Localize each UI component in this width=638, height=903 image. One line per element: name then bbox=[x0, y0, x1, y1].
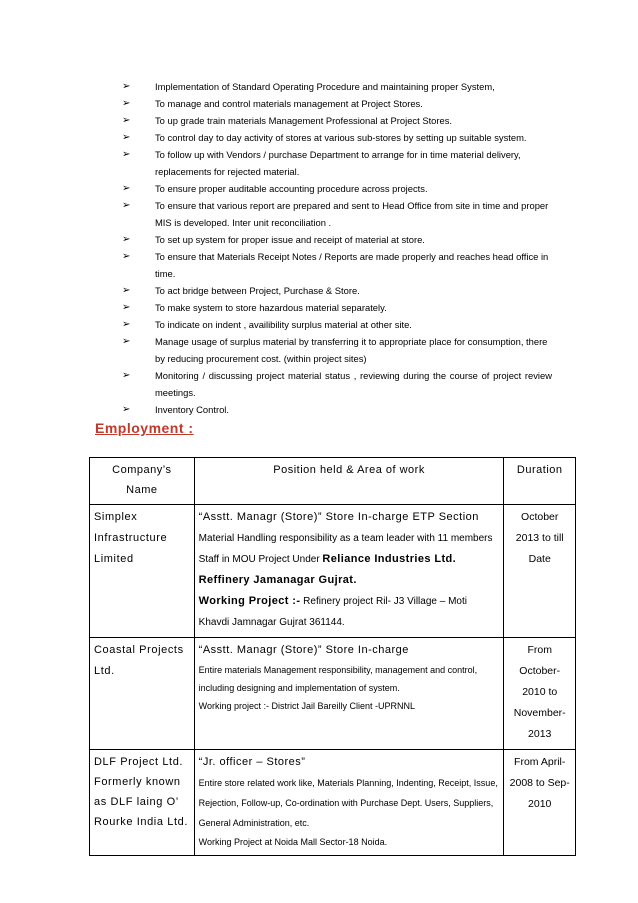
arrow-bullet-icon: ➢ bbox=[122, 251, 131, 262]
position-description: Entire store related work like, Materials Planning, Indenting, Receipt, Issue, Rejection, Follow-up, Co-ordination with Purchase Dept. Users, Suppliers, General Administration, etc. bbox=[198, 778, 498, 828]
position-title: “Jr. officer – Stores” bbox=[198, 756, 306, 768]
arrow-bullet-icon: ➢ bbox=[122, 115, 131, 126]
working-project: Working project :- District Jail Bareilly Client -UPRNNL bbox=[198, 701, 416, 711]
position-title: “Asstt. Managr (Store)” Store In-charge bbox=[198, 644, 409, 656]
header-position: Position held & Area of work bbox=[194, 458, 504, 505]
position-cell bbox=[194, 638, 504, 750]
company-cell: Coastal Projects Ltd. bbox=[90, 638, 195, 750]
position-description: Material Handling responsibility as a team leader with 11 members Staff in MOU Project Under Reliance Industries Ltd. Reffinery Jamanagar Gujrat. bbox=[198, 533, 493, 586]
table-row bbox=[90, 750, 576, 856]
list-item: ➢ To ensure that various report are prepared and sent to Head Office from site in time and proper MIS is developed. Inter unit reconciliation . bbox=[122, 197, 552, 231]
list-item: ➢ To up grade train materials Management Professional at Project Stores. bbox=[122, 112, 552, 129]
arrow-bullet-icon: ➢ bbox=[122, 200, 131, 211]
arrow-bullet-icon: ➢ bbox=[122, 132, 131, 143]
arrow-bullet-icon: ➢ bbox=[122, 285, 131, 296]
arrow-bullet-icon: ➢ bbox=[122, 336, 131, 347]
list-item: ➢ To make system to store hazardous material separately. bbox=[122, 299, 552, 316]
list-item: ➢ Monitoring / discussing project material status , reviewing during the course of project review meetings. bbox=[122, 367, 552, 401]
arrow-bullet-icon: ➢ bbox=[122, 319, 131, 330]
responsibilities-list bbox=[122, 78, 552, 418]
employment-table bbox=[89, 457, 576, 856]
company-cell: DLF Project Ltd. Formerly known as DLF laing O’ Rourke India Ltd. bbox=[90, 750, 195, 856]
position-title: “Asstt. Managr (Store)” Store In-charge ETP Section bbox=[198, 511, 479, 523]
arrow-bullet-icon: ➢ bbox=[122, 234, 131, 245]
list-item: ➢ To manage and control materials management at Project Stores. bbox=[122, 95, 552, 112]
table-header-row bbox=[90, 458, 576, 505]
list-item: ➢ Inventory Control. bbox=[122, 401, 552, 418]
list-item: ➢ To set up system for proper issue and receipt of material at store. bbox=[122, 231, 552, 248]
header-duration: Duration bbox=[504, 458, 576, 505]
list-item: ➢ Manage usage of surplus material by transferring it to appropriate place for consumption, there by reducing procurement cost. (within project sites) bbox=[122, 333, 552, 367]
company-cell: Simplex Infrastructure Limited bbox=[90, 505, 195, 638]
list-item: ➢ To ensure that Materials Receipt Notes / Reports are made properly and reaches head office in time. bbox=[122, 248, 552, 282]
duration-cell: October 2013 to till Date bbox=[504, 505, 576, 638]
duration-cell: From April-2008 to Sep-2010 bbox=[504, 750, 576, 856]
header-company: Company’s Name bbox=[90, 458, 195, 505]
arrow-bullet-icon: ➢ bbox=[122, 404, 131, 415]
arrow-bullet-icon: ➢ bbox=[122, 183, 131, 194]
list-item: ➢ To act bridge between Project, Purchase & Store. bbox=[122, 282, 552, 299]
list-item: ➢ To follow up with Vendors / purchase Department to arrange for in time material delivery, replacements for rejected material. bbox=[122, 146, 552, 180]
list-item: ➢ Implementation of Standard Operating Procedure and maintaining proper System, bbox=[122, 78, 552, 95]
arrow-bullet-icon: ➢ bbox=[122, 149, 131, 160]
employment-heading: Employment : bbox=[95, 420, 194, 436]
working-project: Working Project at Noida Mall Sector-18 Noida. bbox=[198, 837, 388, 847]
arrow-bullet-icon: ➢ bbox=[122, 81, 131, 92]
position-description: Entire materials Management responsibility, management and control, including designing and implementation of system. bbox=[198, 665, 478, 693]
table-row bbox=[90, 505, 576, 638]
list-item: ➢ To ensure proper auditable accounting procedure across projects. bbox=[122, 180, 552, 197]
duration-cell: From October-2010 to November-2013 bbox=[504, 638, 576, 750]
position-cell bbox=[194, 750, 504, 856]
arrow-bullet-icon: ➢ bbox=[122, 98, 131, 109]
position-cell bbox=[194, 505, 504, 638]
table-row bbox=[90, 638, 576, 750]
arrow-bullet-icon: ➢ bbox=[122, 302, 131, 313]
list-item: ➢ To indicate on indent , availibility surplus material at other site. bbox=[122, 316, 552, 333]
arrow-bullet-icon: ➢ bbox=[122, 370, 131, 381]
working-project: Working Project :- Refinery project Ril- J3 Village – Moti Khavdi Jamnagar Gujrat 361144. bbox=[198, 595, 467, 628]
list-item: ➢ To control day to day activity of stores at various sub-stores by setting up suitable system. bbox=[122, 129, 552, 146]
